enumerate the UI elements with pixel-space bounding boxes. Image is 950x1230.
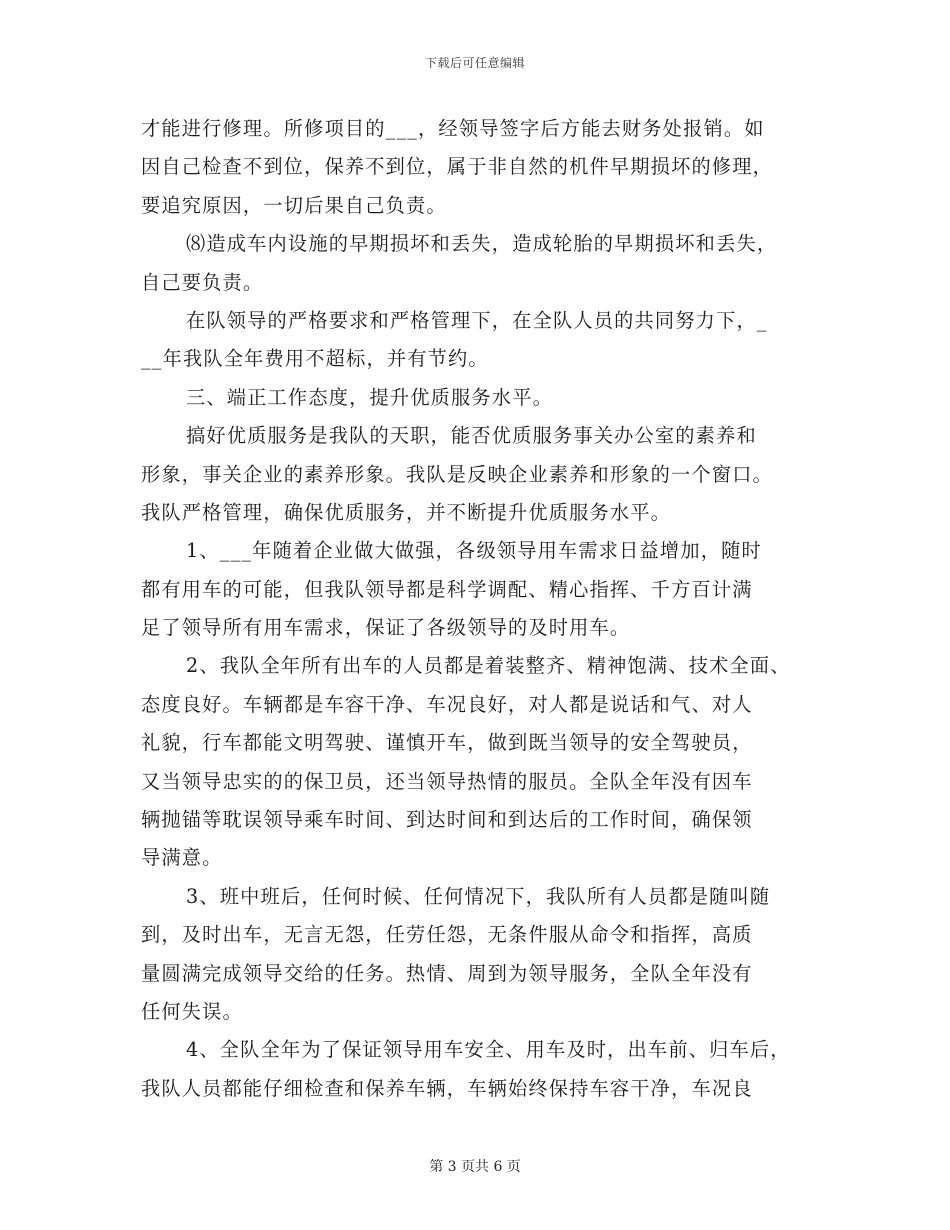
text-line: 量圆满完成领导交给的任务。热情、周到为领导服务，全队全年没有 bbox=[141, 961, 753, 985]
text-line: 我队人员都能仔细检查和保养车辆，车辆始终保持车容干净，车况良 bbox=[141, 1076, 753, 1100]
page-footer: 第 3 页共 6 页 bbox=[429, 1159, 521, 1175]
text-line: 任何失误。 bbox=[141, 999, 243, 1023]
text-line: 自己要负责。 bbox=[141, 270, 264, 294]
page-header: 下载后可任意编辑 bbox=[424, 56, 525, 70]
text-line: 态度良好。车辆都是车容干净、车况良好，对人都是说话和气、对人 bbox=[141, 692, 753, 716]
text-line: 1、___年随着企业做大做强，各级领导用车需求日益增加，随时 bbox=[186, 539, 762, 563]
text-line: ⑻造成车内设施的早期损坏和丢失，造成轮胎的早期损坏和丢失， bbox=[186, 232, 778, 256]
text-line: 在队领导的严格要求和严格管理下，在全队人员的共同努力下，_ bbox=[186, 308, 768, 332]
text-line: 因自己检查不到位，保养不到位，属于非自然的机件早期损坏的修理， bbox=[141, 155, 774, 179]
text-line: 2、我队全年所有出车的人员都是着装整齐、精神饱满、技术全面、 bbox=[186, 654, 791, 678]
text-line: 才能进行修理。所修项目的___，经领导签字后方能去财务处报销。如 bbox=[141, 117, 765, 140]
text-line: 礼貌，行车都能文明驾驶、谨慎开车，做到既当领导的安全驾驶员， bbox=[141, 731, 753, 755]
text-line: 我队严格管理，确保优质服务，并不断提升优质服务水平。 bbox=[141, 500, 672, 524]
text-line: 辆抛锚等耽误领导乘车时间、到达时间和到达后的工作时间，确保领 bbox=[141, 808, 753, 832]
text-line: 4、全队全年为了保证领导用车安全、用车及时，出车前、归车后， bbox=[186, 1038, 791, 1062]
document-body bbox=[141, 110, 826, 1108]
text-line: 3、班中班后，任何时候、任何情况下，我队所有人员都是随叫随 bbox=[186, 884, 771, 908]
text-line: 足了领导所有用车需求，保证了各级领导的及时用车。 bbox=[141, 616, 631, 640]
text-line: __年我队全年费用不超标，并有节约。 bbox=[141, 347, 489, 371]
text-line: 三、端正工作态度，提升优质服务水平。 bbox=[186, 385, 553, 409]
text-line: 都有用车的可能，但我队领导都是科学调配、精心指挥、千方百计满 bbox=[141, 577, 753, 601]
text-line: 要追究原因，一切后果自己负责。 bbox=[141, 193, 447, 217]
text-line: 又当领导忠实的的保卫员，还当领导热情的服员。全队全年没有因车 bbox=[141, 769, 753, 793]
text-line: 搞好优质服务是我队的天职，能否优质服务事关办公室的素养和 bbox=[186, 424, 757, 448]
text-line: 导满意。 bbox=[141, 846, 223, 870]
text-line: 形象，事关企业的素养形象。我队是反映企业素养和形象的一个窗口。 bbox=[141, 462, 774, 486]
text-line: 到，及时出车，无言无怨，任劳任怨，无条件服从命令和指挥，高质 bbox=[141, 923, 753, 947]
